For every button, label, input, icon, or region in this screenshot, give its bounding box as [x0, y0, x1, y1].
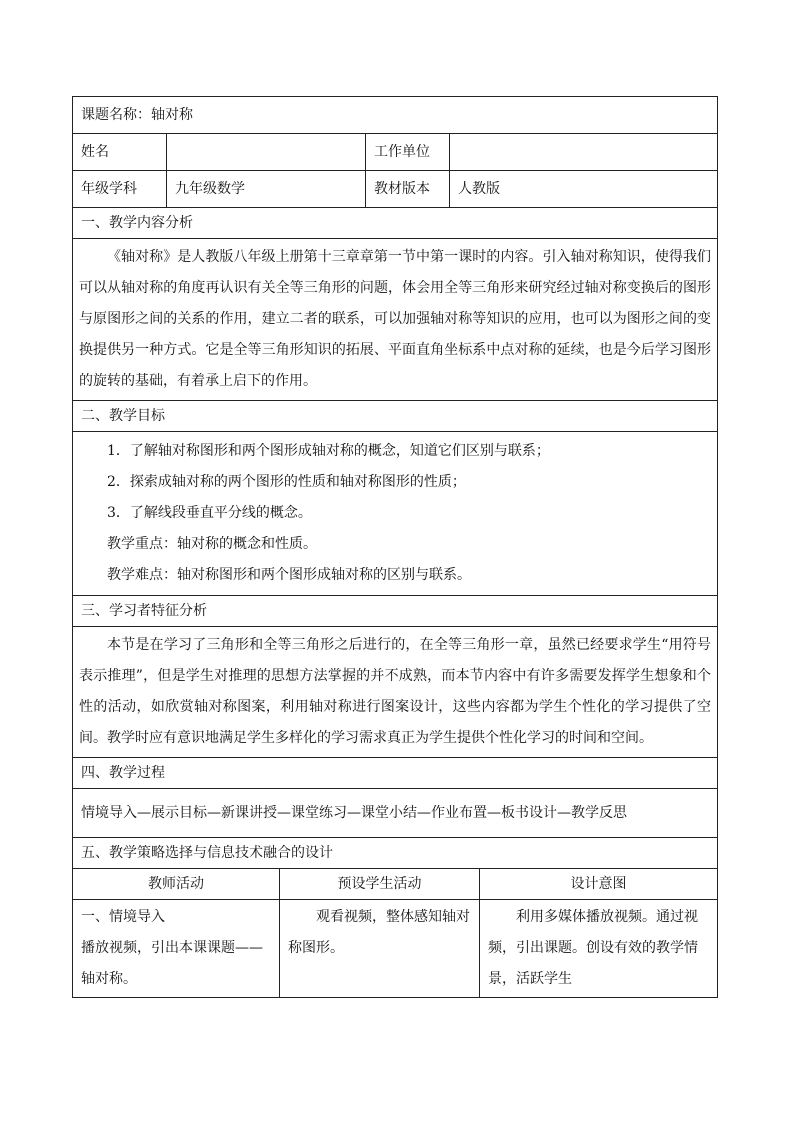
work-unit-label: 工作单位 [366, 134, 450, 171]
lesson-plan-table [72, 96, 718, 998]
name-value [167, 134, 366, 171]
objective-item: 3．了解线段垂直平分线的概念。 [107, 505, 312, 521]
content-analysis-heading: 一、教学内容分析 [73, 208, 718, 239]
content-analysis-text: 《轴对称》是人教版八年级上册第十三章章第一节中第一课时的内容。引入轴对称知识，使得我们可以从轴对称的角度再认识有关全等三角形的问题，体会用全等三角形来研究经过轴对称变换后的图形与原图形之间的关系的作用，建立二者的联系，可以加强轴对称等知识的应用，也可以为图形之间的变换提供另一种方式。它是全等三角形知识的拓展、平面直角坐标系中点对称的延续，也是今后学习图形的旋转的基础，有着承上启下的作用。 [73, 239, 718, 401]
design-intent-cell: 利用多媒体播放视频。通过视频，引出课题。创设有效的教学情景，活跃学生 [480, 900, 718, 998]
grade-subject-value: 九年级数学 [167, 171, 366, 208]
work-unit-value [450, 134, 718, 171]
learner-analysis-text: 本节是在学习了三角形和全等三角形之后进行的，在全等三角形一章，虽然已经要求学生“用符号表示推理”，但是学生对推理的思想方法掌握的并不成熟，而本节内容中有许多需要发挥学生想象和个性的活动，如欣赏轴对称图案，利用轴对称进行图案设计，这些内容都为学生个性化的学习提供了空间。教学时应有意识地满足学生多样化的学习需求真正为学生提供个性化学习的时间和空间。 [73, 627, 718, 758]
teacher-activity-text: 播放视频，引出本课课题——轴对称。 [81, 940, 263, 987]
grade-subject-label: 年级学科 [73, 171, 167, 208]
column-header-intent: 设计意图 [480, 869, 718, 900]
objective-item: 2．探索成轴对称的两个图形的性质和轴对称图形的性质； [107, 474, 466, 490]
column-header-teacher: 教师活动 [73, 869, 280, 900]
teacher-activity-cell [73, 900, 280, 998]
lesson-plan-page [72, 96, 717, 998]
objectives-heading: 二、教学目标 [73, 401, 718, 432]
process-heading: 四、教学过程 [73, 758, 718, 789]
teacher-activity-title: 一、情境导入 [81, 909, 165, 925]
student-activity-cell: 观看视频，整体感知轴对称图形。 [280, 900, 480, 998]
strategy-heading: 五、教学策略选择与信息技术融合的设计 [73, 838, 718, 869]
course-title: 课题名称：轴对称 [73, 97, 718, 134]
learner-analysis-heading: 三、学习者特征分析 [73, 596, 718, 627]
difficult-point: 教学难点：轴对称图形和两个图形成轴对称的区别与联系。 [107, 567, 471, 583]
objective-item: 1．了解轴对称图形和两个图形成轴对称的概念，知道它们区别与联系； [107, 443, 550, 459]
objectives-list [73, 432, 718, 596]
process-text: 情境导入—展示目标—新课讲授—课堂练习—课堂小结—作业布置—板书设计—教学反思 [73, 789, 718, 838]
textbook-label: 教材版本 [366, 171, 450, 208]
name-label: 姓名 [73, 134, 167, 171]
textbook-value: 人教版 [450, 171, 718, 208]
column-header-student: 预设学生活动 [280, 869, 480, 900]
key-point: 教学重点：轴对称的概念和性质。 [107, 536, 317, 552]
